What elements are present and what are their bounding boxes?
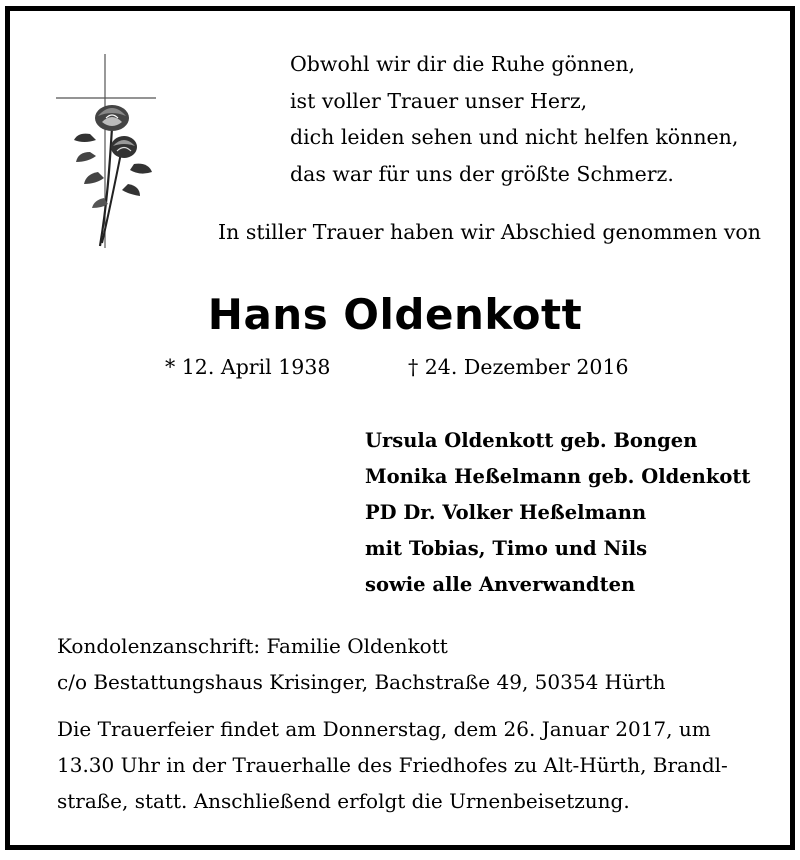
cross-with-roses-icon — [50, 48, 160, 253]
poem-line: Obwohl wir dir die Ruhe gönnen, — [290, 52, 636, 76]
ceremony-line: straße, statt. Anschließend erfolgt die Urnenbeisetzung. — [57, 789, 630, 813]
mourner-line: Ursula Oldenkott geb. Bongen — [365, 429, 698, 452]
poem — [290, 46, 738, 192]
mourner-line: mit Tobias, Timo und Nils — [365, 537, 648, 560]
deceased-name: Hans Oldenkott — [207, 290, 583, 339]
poem-line: ist voller Trauer unser Herz, — [290, 88, 588, 113]
poem-line: dich leiden sehen und nicht helfen können, — [290, 125, 739, 149]
poem-line: das war für uns der größte Schmerz. — [290, 161, 674, 186]
mourner-line: sowie alle Anverwandten — [365, 573, 636, 596]
intro-text: In stiller Trauer haben wir Abschied genommen von — [218, 220, 761, 244]
ceremony-line: 13.30 Uhr in der Trauerhalle des Friedhofes zu Alt-Hürth, Brandl- — [57, 753, 728, 777]
mourners-list — [365, 423, 750, 603]
condolence-line: c/o Bestattungshaus Krisinger, Bachstraße 49, 50354 Hürth — [57, 670, 666, 694]
ceremony-line: Die Trauerfeier findet am Donnerstag, dem 26. Januar 2017, um — [57, 717, 711, 741]
condolence-line: Kondolenzanschrift: Familie Oldenkott — [57, 634, 448, 658]
mourner-line: Monika Heßelmann geb. Oldenkott — [365, 465, 751, 488]
birth-date: * 12. April 1938 — [165, 355, 331, 379]
ceremony-notice — [57, 711, 747, 819]
mourner-line: PD Dr. Volker Heßelmann — [365, 501, 647, 524]
death-date: † 24. Dezember 2016 — [408, 355, 629, 379]
condolence-address — [57, 628, 665, 700]
